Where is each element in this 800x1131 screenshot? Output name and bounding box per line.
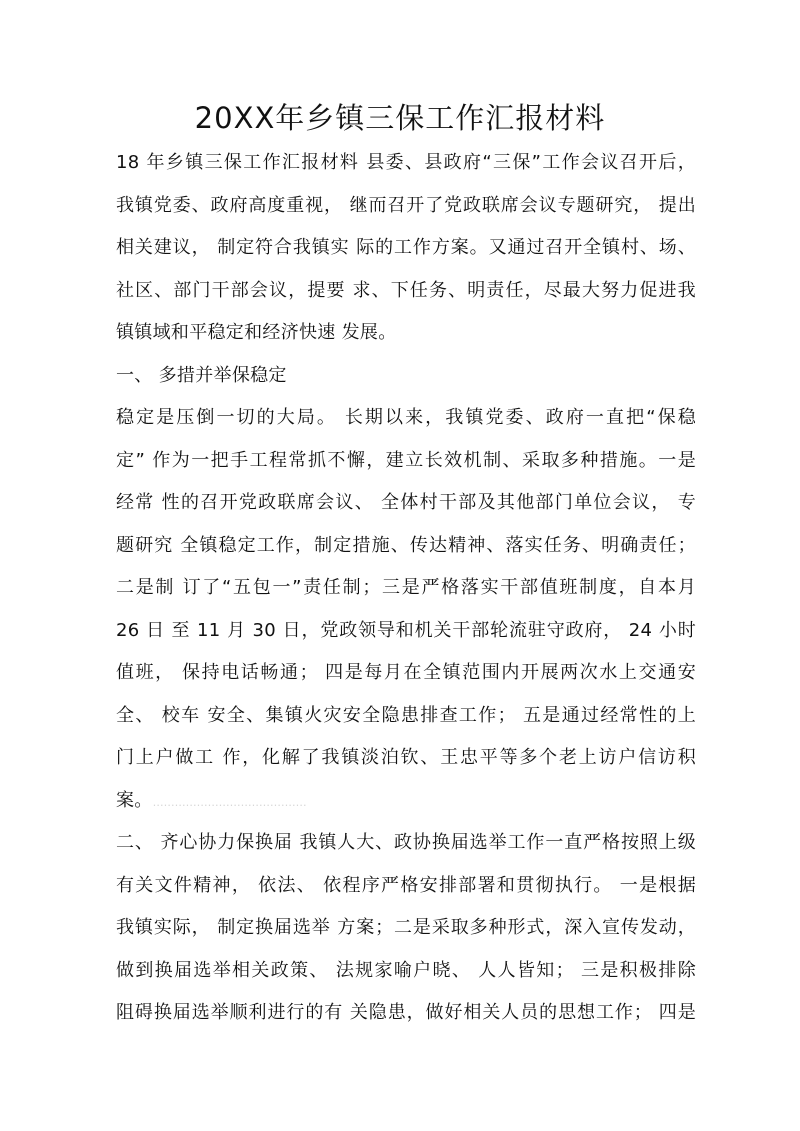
paragraph-line: 相关建议， 制定符合我镇实 际的工作方案。又通过召开全镇村、场、 (116, 237, 696, 258)
paragraph-line-end-text: 案。 (116, 789, 153, 811)
paragraph-line: 二是制 订了“五包一”责任制；三是严格落实干部值班制度，自本月 (116, 577, 696, 598)
paragraph-line: 值班， 保持电话畅通； 四是每月在全镇范围内开展两次水上交通安 (116, 662, 696, 683)
paragraph-line: 我镇党委、政府高度重视， 继而召开了党政联席会议专题研究， 提出 (116, 194, 696, 216)
paragraph-line: 我镇实际， 制定换届选举 方案；二是采取多种形式，深入宣传发动， (116, 917, 696, 938)
section-heading-line: 二、 齐心协力保换届 我镇人大、政协换届选举工作一直严格按照上级 (116, 832, 696, 853)
paragraph-line: 18 年乡镇三保工作汇报材料 县委、县政府“三保”工作会议召开后， (116, 152, 696, 173)
paragraph-line: 定” 作为一把手工程常抓不懈，建立长效机制、采取多种措施。一是 (116, 449, 696, 471)
paragraph-line: 镇镇域和平稳定和经济快速 发展。 (116, 322, 397, 343)
faint-dotted-trail: …………………………………… (152, 795, 307, 809)
paragraph-line: 题研究 全镇稳定工作，制定措施、传达精神、落实任务、明确责任； (116, 534, 696, 556)
document-body (116, 146, 696, 1039)
document-title: 20XX年乡镇三保工作汇报材料 (194, 101, 606, 135)
paragraph-line-end (116, 784, 696, 827)
paragraph-line: 阻碍换届选举顺利进行的有 关隐患，做好相关人员的思想工作； 四是 (116, 1002, 696, 1023)
paragraph-line: 有关文件精神， 依法、 依程序严格安排部署和贯彻执行。 一是根据 (116, 874, 696, 896)
paragraph-line: 26 日 至 11 月 30 日，党政领导和机关干部轮流驻守政府， 24 小时 (116, 619, 696, 641)
section-heading: 一、 多措并举保稳定 (116, 364, 287, 386)
paragraph-line: 做到换届选举相关政策、 法规家喻户晓、 人人皆知； 三是积极排除 (116, 959, 696, 981)
paragraph-line: 社区、部门干部会议，提要 求、下任务、明责任，尽最大努力促进我 (116, 279, 696, 301)
paragraph-line: 经常 性的召开党政联席会议、 全体村干部及其他部门单位会议， 专 (116, 492, 696, 513)
paragraph-line: 全、 校车 安全、集镇火灾安全隐患排查工作； 五是通过经常性的上 (116, 704, 696, 726)
paragraph-line: 门上户做工 作，化解了我镇淡泊钦、王忠平等多个老上访户信访积 (116, 747, 696, 768)
paragraph-line: 稳定是压倒一切的大局。 长期以来，我镇党委、政府一直把“保稳 (116, 407, 696, 428)
